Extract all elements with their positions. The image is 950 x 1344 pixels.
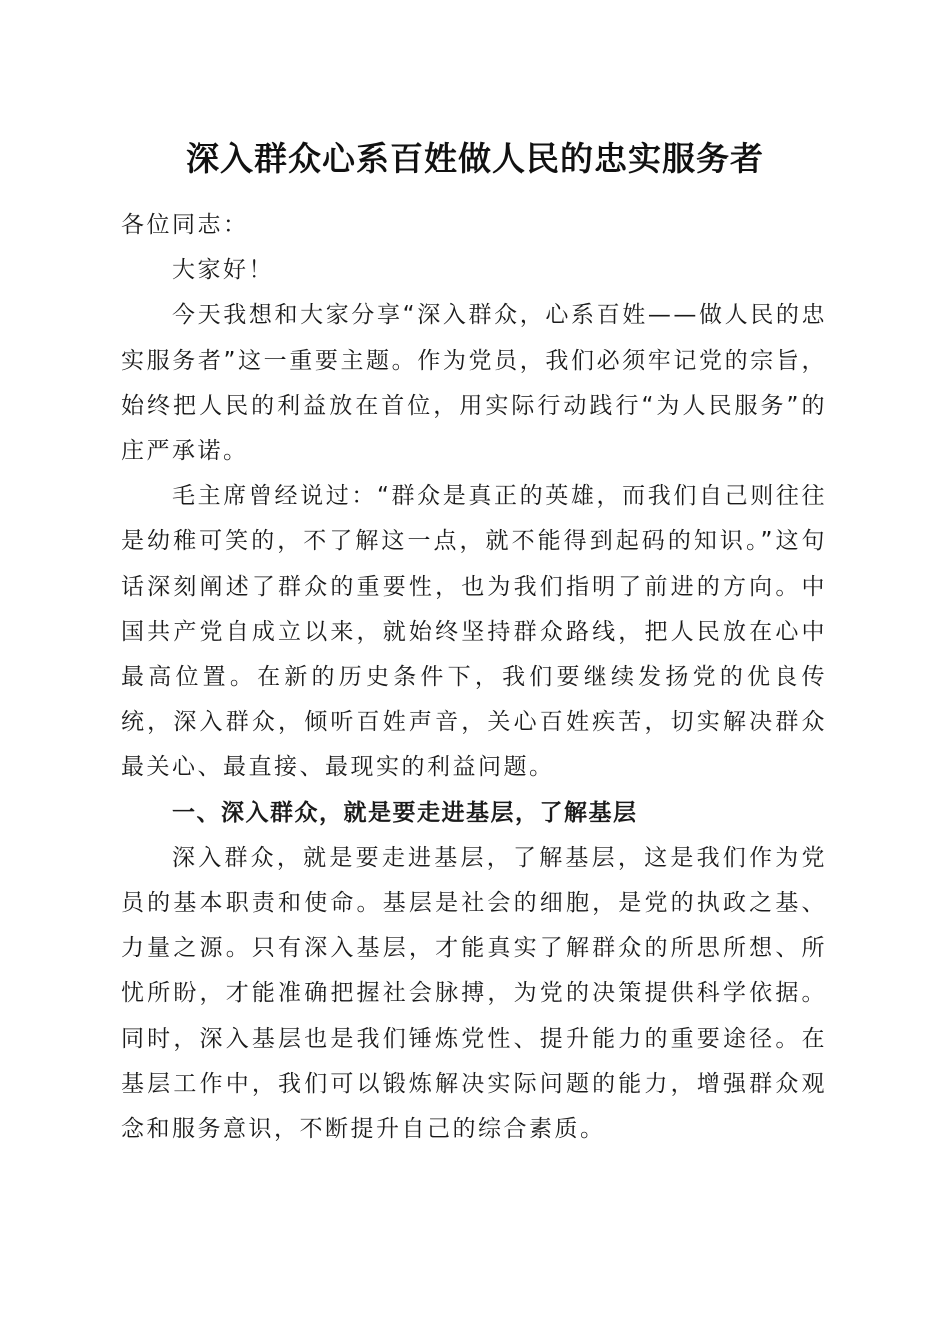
document-body: [121, 203, 827, 1152]
salutation: 各位同志：: [121, 212, 249, 238]
document-title: 深入群众心系百姓做人民的忠实服务者: [186, 139, 764, 178]
paragraph-intro: 今天我想和大家分享“深入群众，心系百姓——做人民的忠实服务者”这一重要主题。作为党员，我们必须牢记党的宗旨，始终把人民的利益放在首位，用实际行动践行“为人民服务”的庄严承诺。: [121, 302, 827, 465]
section-paragraph: 深入群众，就是要走进基层，了解基层，这是我们作为党员的基本职责和使命。基层是社会的细胞，是党的执政之基、力量之源。只有深入基层，才能真实了解群众的所思所想、所忧所盼，才能准确把握社会脉搏，为党的决策提供科学依据。同时，深入基层也是我们锤炼党性、提升能力的重要途径。在基层工作中，我们可以锻炼解决实际问题的能力，增强群众观念和服务意识，不断提升自己的综合素质。: [121, 844, 827, 1143]
greeting: 大家好！: [172, 257, 274, 284]
paragraph-quote: 毛主席曾经说过：“群众是真正的英雄，而我们自己则往往是幼稚可笑的，不了解这一点，就不能得到起码的知识。”这句话深刻阐述了群众的重要性，也为我们指明了前进的方向。中国共产党自成立以来，就始终坚持群众路线，把人民放在心中最高位置。在新的历史条件下，我们要继续发扬党的优良传统，深入群众，倾听百姓声音，关心百姓疾苦，切实解决群众最关心、最直接、最现实的利益问题。: [121, 483, 827, 781]
section-heading: 一、深入群众，就是要走进基层，了解基层: [172, 799, 638, 826]
